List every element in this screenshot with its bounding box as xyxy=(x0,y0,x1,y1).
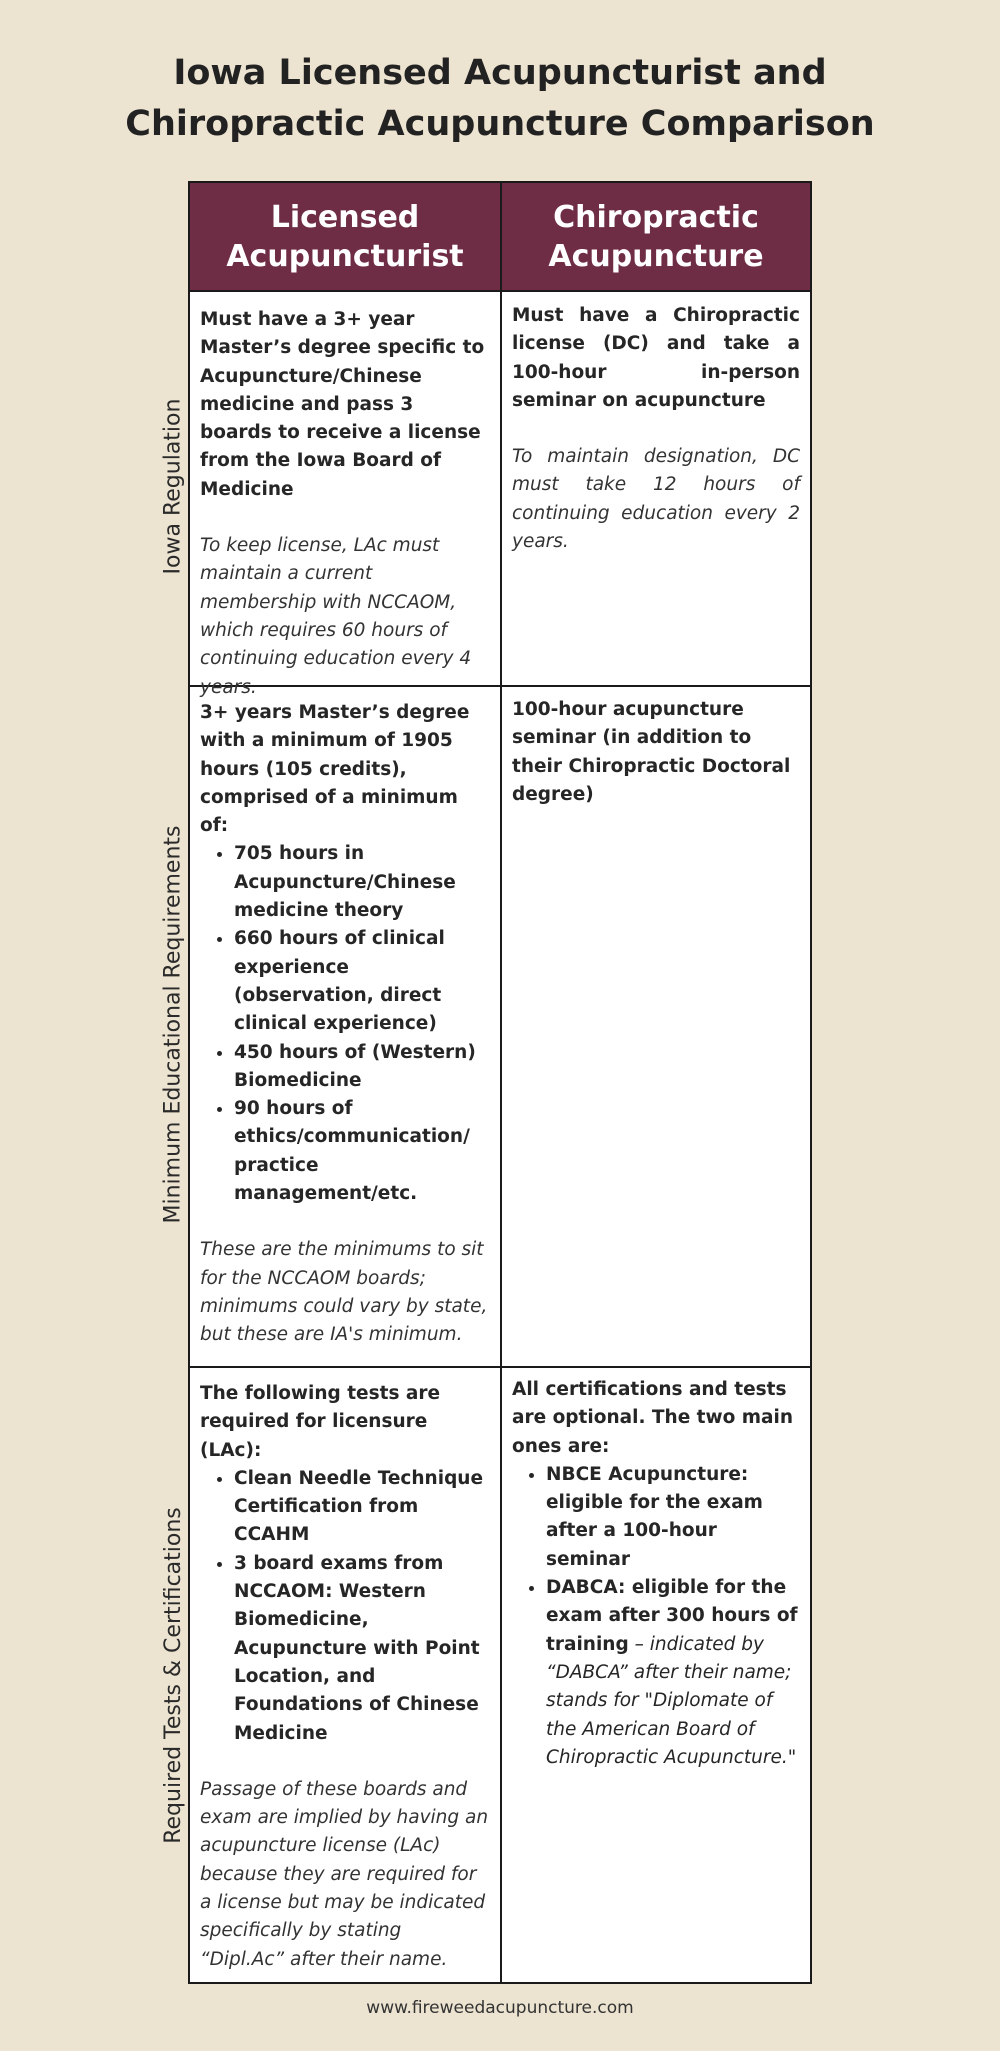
row-label-regulation xyxy=(153,290,193,683)
row-label-regulation-text: Iowa Regulation xyxy=(160,398,186,575)
list-item: • 450 hours of (Western) Biomedicine xyxy=(234,1039,490,1096)
row-label-education xyxy=(153,685,193,1364)
dabca-italic-text: – indicated by “DABCA” after their name; stands for "Diplomate of the American Board of Chiropractic Acupuncture." xyxy=(546,1633,797,1768)
row-label-tests xyxy=(153,1366,193,1984)
tests-dc-list xyxy=(512,1461,800,1772)
header-col1-line2: Acupuncturist xyxy=(226,238,464,274)
cell-regulation-lac xyxy=(190,292,500,698)
regulation-lac-main: Must have a 3+ year Master’s degree specific to Acupuncture/Chinese medicine and pass 3 boards to receive a license from the Iowa Board of Medicine xyxy=(200,309,485,500)
list-item xyxy=(546,1574,800,1772)
education-lac-intro: 3+ years Master’s degree with a minimum of 1905 hours (105 credits), comprised of a minimum of: xyxy=(200,702,470,837)
list-item: • NBCE Acupuncture: eligible for the exam after a 100-hour seminar xyxy=(546,1461,800,1574)
tests-dc-intro: All certifications and tests are optional. The two main ones are: xyxy=(512,1379,794,1457)
cell-tests-dc xyxy=(502,1368,810,1983)
list-item: • 705 hours in Acupuncture/Chinese medicine theory xyxy=(234,840,490,925)
tests-lac-list xyxy=(200,1465,490,1748)
cell-education-lac xyxy=(190,687,500,1366)
dabca-bold-text: DABCA: eligible for the exam after 300 hours of training xyxy=(546,1577,798,1655)
list-item: • 90 hours of ethics/communication/ practice management/etc. xyxy=(234,1095,490,1208)
page-title xyxy=(0,48,1000,150)
education-lac-note: These are the minimums to sit for the NCCAOM boards; minimums could vary by state, but these are IA's minimum. xyxy=(200,1239,488,1346)
row-label-tests-text: Required Tests & Certifications xyxy=(160,1506,186,1844)
list-item: • 660 hours of clinical experience (observation, direct clinical experience) xyxy=(234,925,490,1038)
list-item: • 3 board exams from NCCAOM: Western Biomedicine, Acupuncture with Point Location, and Foundations of Chinese Medicine xyxy=(234,1550,490,1748)
cell-regulation-dc xyxy=(502,292,810,685)
tests-lac-note: Passage of these boards and exam are implied by having an acupuncture license (LAc) because they are required for a license but may be indicated specifically by stating “Dipl.Ac” after their name. xyxy=(200,1778,489,1970)
header-col2-line1: Chiropractic xyxy=(553,199,759,235)
comparison-table xyxy=(188,181,812,1984)
education-dc-main: 100-hour acupuncture seminar (in addition to their Chiropractic Doctoral degree) xyxy=(512,699,791,805)
cell-tests-lac xyxy=(190,1368,500,1983)
regulation-dc-note: To maintain designation, DC must take 12 hours of continuing education every 2 years. xyxy=(512,446,800,553)
header-col1-line1: Licensed xyxy=(270,199,420,235)
header-licensed-acupuncturist xyxy=(190,183,500,290)
title-line-2: Chiropractic Acupuncture Comparison xyxy=(125,104,875,144)
row-label-education-text: Minimum Educational Requirements xyxy=(160,825,186,1224)
header-col2-line2: Acupuncture xyxy=(548,238,764,274)
header-chiropractic-acupuncture xyxy=(502,183,810,290)
regulation-dc-main: Must have a Chiropractic license (DC) and take a 100-hour in-person seminar on acupuncture xyxy=(512,305,800,411)
title-line-1: Iowa Licensed Acupuncturist and xyxy=(173,53,827,93)
education-lac-list xyxy=(200,840,490,1208)
footer-url: www.fireweedacupuncture.com xyxy=(366,1998,634,2018)
tests-lac-intro: The following tests are required for licensure (LAc): xyxy=(200,1383,441,1461)
regulation-lac-note: To keep license, LAc must maintain a current membership with NCCAOM, which requires 60 hours of continuing education every 4 years. xyxy=(200,535,472,698)
list-item: • Clean Needle Technique Certification from CCAHM xyxy=(234,1465,490,1550)
cell-education-dc xyxy=(502,687,810,1366)
